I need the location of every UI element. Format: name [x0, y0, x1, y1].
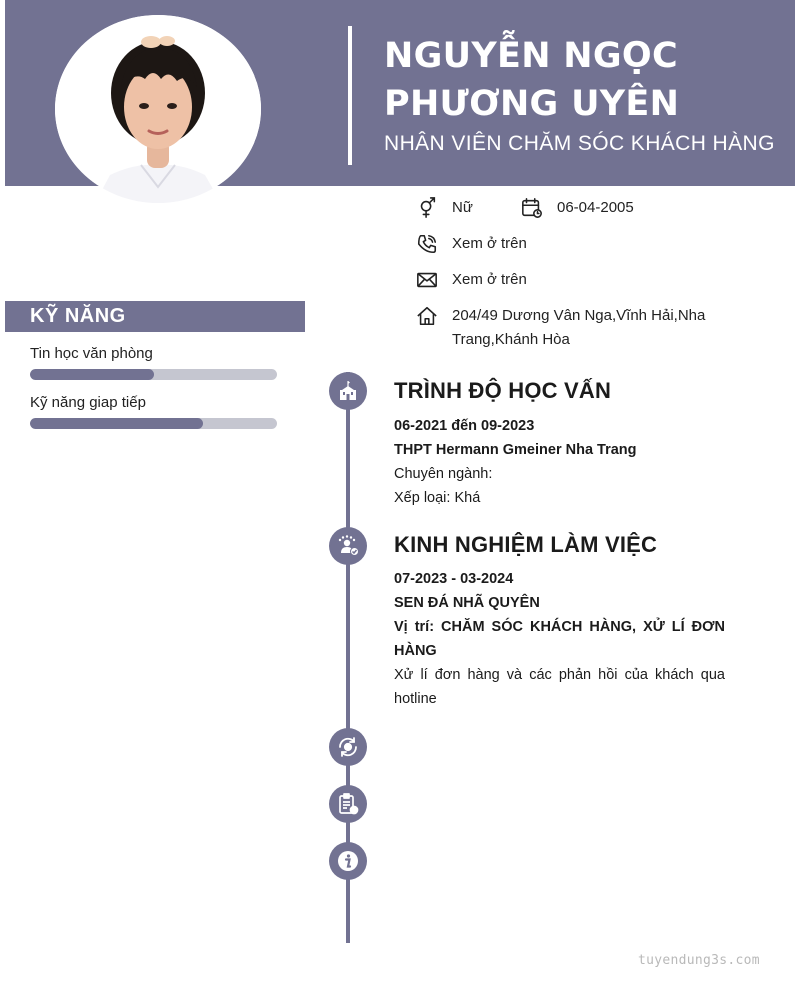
- experience-period: 07-2023 - 03-2024: [394, 571, 514, 587]
- header-divider: [348, 26, 352, 165]
- gear-cycle-icon: [329, 728, 367, 766]
- birthday-value: 06-04-2005: [557, 199, 634, 216]
- info-gender: [416, 196, 473, 220]
- skills-heading: KỸ NĂNG: [5, 301, 305, 332]
- experience-desc-line-1: Xử lí đơn hàng và các phản hồi của khách qua: [394, 667, 725, 683]
- education-school: THPT Hermann Gmeiner Nha Trang: [394, 442, 637, 458]
- skill-fill-2: [30, 418, 203, 429]
- skill-bar-2: [30, 418, 277, 429]
- home-icon: [416, 305, 438, 327]
- skill-bar-1: [30, 369, 277, 380]
- calendar-icon: [521, 197, 543, 219]
- info-icon: [329, 842, 367, 880]
- info-address: [416, 304, 705, 352]
- address-line-1: 204/49 Dương Vân Nga,Vĩnh Hải,Nha: [452, 307, 706, 324]
- name-line-1: NGUYỄN NGỌC: [384, 36, 678, 76]
- info-email: [416, 268, 527, 292]
- skill-label-2: Kỹ năng giap tiếp: [30, 394, 146, 411]
- experience-title: KINH NGHIỆM LÀM VIỆC: [394, 532, 658, 557]
- skill-label-1: Tin học văn phòng: [30, 345, 153, 362]
- address-value: [452, 304, 705, 352]
- clipboard-icon: [329, 785, 367, 823]
- job-title: NHÂN VIÊN CHĂM SÓC KHÁCH HÀNG: [384, 132, 775, 155]
- experience-position-line-1: Vị trí: CHĂM SÓC KHÁCH HÀNG, XỬ LÍ ĐƠN: [394, 619, 725, 635]
- school-icon: [329, 372, 367, 410]
- email-value: Xem ở trên: [452, 271, 527, 288]
- candidate-name: [384, 32, 679, 128]
- skill-fill-1: [30, 369, 154, 380]
- info-phone: [416, 232, 527, 256]
- phone-value: Xem ở trên: [452, 235, 527, 252]
- watermark: tuyendung3s.com: [638, 953, 760, 968]
- team-icon: [329, 527, 367, 565]
- experience-position-line-2: HÀNG: [394, 643, 437, 659]
- experience-desc-line-2: hotline: [394, 691, 437, 707]
- phone-icon: [416, 233, 438, 255]
- info-birthday: [521, 196, 634, 220]
- experience-company: SEN ĐÁ NHÃ QUYÊN: [394, 595, 540, 611]
- education-grade: Xếp loại: Khá: [394, 490, 481, 506]
- gender-icon: [416, 197, 438, 219]
- education-period: 06-2021 đến 09-2023: [394, 418, 535, 434]
- name-line-2: PHƯƠNG UYÊN: [384, 84, 680, 124]
- profile-photo: [55, 15, 261, 203]
- gender-value: Nữ: [452, 199, 473, 216]
- mail-icon: [416, 269, 438, 291]
- education-major: Chuyên ngành:: [394, 466, 493, 482]
- education-title: TRÌNH ĐỘ HỌC VẤN: [394, 378, 612, 403]
- address-line-2: Trang,Khánh Hòa: [452, 331, 570, 348]
- avatar: [55, 15, 261, 203]
